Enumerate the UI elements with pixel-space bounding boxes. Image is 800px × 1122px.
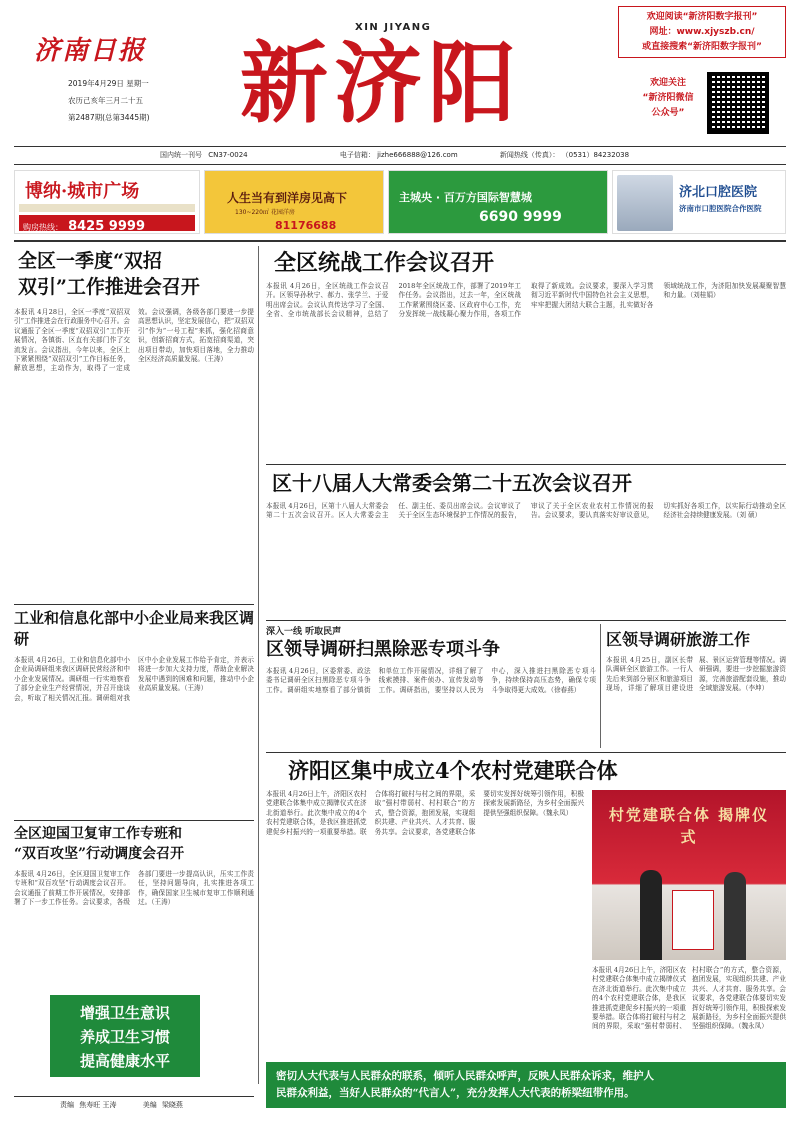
left-rule-2 <box>14 820 254 821</box>
article-sme-bureau <box>14 608 254 818</box>
wechat-promo-line3: 公众号” <box>651 108 685 118</box>
a5-kicker: 深入一线 听取民声 <box>266 627 342 637</box>
a8-title-line1: 全区迎国卫复审工作专班和 <box>14 826 182 842</box>
a6-title: 区领导调研旅游工作 <box>606 630 751 649</box>
a7-title: 济阳区集中成立4个农村党建联合体 <box>288 758 618 783</box>
ad1-stripe <box>19 204 195 212</box>
right-rule-1 <box>266 464 786 465</box>
info-bar-rule <box>14 164 786 165</box>
ad-yangfang[interactable] <box>204 170 384 234</box>
article-national-health <box>14 824 254 994</box>
article-tourism <box>606 628 786 748</box>
right-inner-divider <box>600 624 601 748</box>
a7-body-right: 本报讯 4月26日上午，济阳区农村党建联合体集中成立揭牌仪式在济北街道举行。此次集中成立的4个农村党建联合体，是我区推进抓党建促乡村振兴的一项重要举措。联合体将打破村与村之间的界限，采取“强村带弱村、村村联合”的方式，整合资源，抱团发展，实现组织共建、产业共兴、人才共育、服务共享。会议要求，各党建联合体要切实发挥好统筹引领作用，积极探索发展新路径，为乡村全面振兴提供坚强组织保障。（魏永凤） <box>592 966 786 1031</box>
person-right <box>724 872 746 960</box>
article-npc-meeting <box>266 468 786 618</box>
ad4-sub: 济南市口腔医院合作医院 <box>679 204 762 213</box>
ad1-title: 博纳·城市广场 <box>25 181 140 202</box>
article-united-front <box>266 248 786 463</box>
a3-title: 区十八届人大常委会第二十五次会议召开 <box>272 471 632 495</box>
ad3-title: 主城央 · 百万方国际智慧城 <box>399 191 532 204</box>
masthead-title: 新济阳 <box>240 31 523 135</box>
ad2-phone: 81176688 <box>275 219 337 232</box>
a4-title: 工业和信息化部中小企业局来我区调研 <box>14 609 255 648</box>
ad-smart-city[interactable] <box>388 170 608 234</box>
ads-rule <box>14 240 786 242</box>
left-rule-1 <box>14 604 254 605</box>
health-slogan-line1: 增强卫生意识 <box>79 1004 170 1022</box>
a7-photo-banner: 村党建联合体 揭牌仪式 <box>608 806 770 846</box>
issue-number: 第2487期(总第3445期) <box>68 113 150 122</box>
a5-body: 本报讯 4月26日，区委常委、政法委书记调研全区扫黑除恶专项斗争工作。调研组实地察看了部分镇街和单位工作开展情况，详细了解了线索摸排、案件侦办、宣传发动等工作。调研指出，要坚持以人民为中心，深入推进扫黑除恶专项斗争，持续保持高压态势，确保专项斗争取得更大成效。（徐春燕） <box>266 667 596 694</box>
health-slogan-line2: 养成卫生习惯 <box>79 1028 170 1046</box>
ad2-sub: 130~220㎡ 花园洋房 <box>235 209 295 216</box>
digital-promo-line3: 或直接搜索“新济阳数字报刊” <box>642 42 762 52</box>
editor-names: 焦寿旺 王涛 <box>79 1101 117 1109</box>
hotline: （0531）84232038 <box>561 151 630 159</box>
npc-slogan-line1: 密切人大代表与人民群众的联系，倾听人民群众呼声，反映人民群众诉求，维护人 <box>276 1070 654 1082</box>
npc-slogan-box <box>266 1062 786 1108</box>
ad4-photo <box>617 175 673 231</box>
ad3-phone: 6690 9999 <box>479 209 562 225</box>
article-anti-crime <box>266 624 596 749</box>
footer-rule <box>14 1096 254 1097</box>
email: jizhe666888@126.com <box>377 151 458 159</box>
a1-title-line2: 双引”工作推进会召开 <box>18 276 200 298</box>
a8-title-line2: “双百攻坚”行动调度会召开 <box>14 846 185 862</box>
ad1-phone-bar <box>19 215 195 234</box>
npc-slogan-line2: 民群众利益，当好人民群众的“代言人”，充分发挥人大代表的桥梁纽带作用。 <box>276 1087 635 1099</box>
ad1-phone-label: 购房热线： <box>23 223 63 232</box>
a6-body: 本报讯 4月25日，副区长带队调研全区旅游工作。一行人先后来到部分景区和旅游项目现场，详细了解项目建设进展、景区运营管理等情况。调研强调，要进一步挖掘旅游资源，完善旅游配套设施，推动全域旅游发展。（李坤） <box>606 656 786 693</box>
column-divider <box>258 246 259 1084</box>
a3-body: 本报讯 4月26日，区第十八届人大常委会第二十五次会议召开。区人大常委会主任、副主任、委员出席会议。会议审议了关于全区生态环境保护工作情况的报告，审议了关于全区农业农村工作情况的报告。会议要求，要认真落实好审议意见，切实抓好各项工作，以实际行动推动全区经济社会持续健康发展。（刘 硕） <box>266 502 786 520</box>
qr-code-icon <box>707 72 769 134</box>
health-slogan-box <box>50 995 200 1077</box>
ad1-phone: 8425 9999 <box>68 219 145 234</box>
article-double-recruitment <box>14 248 254 603</box>
info-bar <box>160 150 760 162</box>
a2-body: 本报讯 4月26日，全区统战工作会议召开。区领导孙秋宁、郝力、张学兰、于爱明出席会议。会议认真传达学习了全国、全省、全市统战部长会议精神，总结了2018年全区统战工作，部署了2019年工作任务。会议指出，过去一年，全区统战工作紧紧围绕区委、区政府中心工作，充分发挥统一战线凝心聚力作用，各项工作取得了新成效。会议要求，要深入学习贯彻习近平新时代中国特色社会主义思想，牢牢把握大团结大联合主题，扎实做好各领域统战工作，为济阳加快发展凝聚智慧和力量。（刘桂娟） <box>266 282 786 319</box>
designer-label: 美编 <box>142 1101 157 1109</box>
digital-promo-line1: 欢迎阅读“新济阳数字报刊” <box>646 12 758 22</box>
masthead-pinyin: XIN JIYANG <box>355 22 432 33</box>
plaque <box>672 890 714 950</box>
a7-photo <box>592 790 786 960</box>
right-rule-2 <box>266 620 786 621</box>
date-line: 2019年4月29日 星期一 <box>68 79 149 88</box>
a4-body: 本报讯 4月26日，工业和信息化部中小企业局调研组来我区调研民营经济和中小企业发展情况。调研组一行实地察看了部分企业生产经营情况，并召开座谈会，听取了相关情况汇报。调研组对我区中小企业发展工作给予肯定，并表示将进一步加大支持力度，帮助企业解决发展中遇到的困难和问题，推动中小企业高质量发展。（王涛） <box>14 656 254 702</box>
designer-name: 梁晓燕 <box>161 1101 183 1109</box>
masthead <box>0 0 800 150</box>
wechat-promo-line2: “新济阳微信 <box>642 93 694 103</box>
right-rule-3 <box>266 752 786 753</box>
a7-body-left: 本报讯 4月26日上午，济阳区农村党建联合体集中成立揭牌仪式在济北街道举行。此次集中成立的4个农村党建联合体，是我区推进抓党建促乡村振兴的一项重要举措。联合体将打破村与村之间的界限，采取“强村带弱村、村村联合”的方式，整合资源，抱团发展，实现组织共建、产业共兴、人才共育、服务共享。会议要求，各党建联合体要切实发挥好统筹引领作用，积极探索发展新路径，为乡村全面振兴提供坚强组织保障。（魏永凤） <box>266 790 584 836</box>
a5-title: 区领导调研扫黑除恶专项斗争 <box>266 639 500 660</box>
email-label: 电子信箱： <box>339 151 375 159</box>
hotline-label: 新闻热线（传真）： <box>499 151 560 159</box>
masthead-rule <box>14 146 786 147</box>
ad-bona-city-plaza[interactable] <box>14 170 200 234</box>
a8-body: 本报讯 4月26日，全区迎国卫复审工作专班和“双百攻坚”行动调度会议召开。会议通报了前期工作开展情况，安排部署了下一步工作任务。会议要求，各级各部门要进一步提高认识，压实工作责任，坚持问题导向，扎实推进各项工作，确保国家卫生城市复审工作顺利通过。（王涛） <box>14 870 254 907</box>
brand-small: 济南日报 <box>34 36 147 66</box>
person-left <box>640 870 662 960</box>
lunar-date: 农历己亥年三月二十五 <box>68 96 143 105</box>
ad-jibei-dental[interactable] <box>612 170 786 234</box>
a1-body: 本报讯 4月28日，全区一季度“双招双引”工作推进会在行政服务中心召开。会议通报了全区一季度“双招双引”工作开展情况，各镇街、区直有关部门作了交流发言。会议指出，今年以来，全区上下紧紧围绕“双招双引”工作目标任务，解放思想，主动作为，取得了一定成效。会议强调，各级各部门要进一步提高思想认识，坚定发展信心，把“双招双引”作为“一号工程”来抓，强化招商意识，创新招商方式，拓宽招商渠道，突出项目带动，加快项目落地，全力推动全区经济高质量发展。（王涛） <box>14 308 254 373</box>
wechat-promo-line1: 欢迎关注 <box>649 78 686 88</box>
editor-label: 责编 <box>60 1101 74 1109</box>
issn: CN37-0024 <box>208 151 248 159</box>
health-slogan-line3: 提高健康水平 <box>79 1052 170 1070</box>
article-party-alliance <box>266 756 786 1056</box>
a1-title-line1: 全区一季度“双招 <box>18 250 162 272</box>
issn-label: 国内统一刊号 <box>160 151 202 159</box>
a2-title: 全区统战工作会议召开 <box>274 250 495 276</box>
digital-promo-box <box>618 6 786 58</box>
ad2-slogan: 人生当有到洋房见高下 <box>227 191 348 205</box>
ad4-title: 济北口腔医院 <box>679 185 758 200</box>
footer <box>60 1100 250 1110</box>
digital-promo-line2: 网址：www.xjyszb.cn/ <box>649 27 755 37</box>
wechat-promo <box>618 76 718 121</box>
